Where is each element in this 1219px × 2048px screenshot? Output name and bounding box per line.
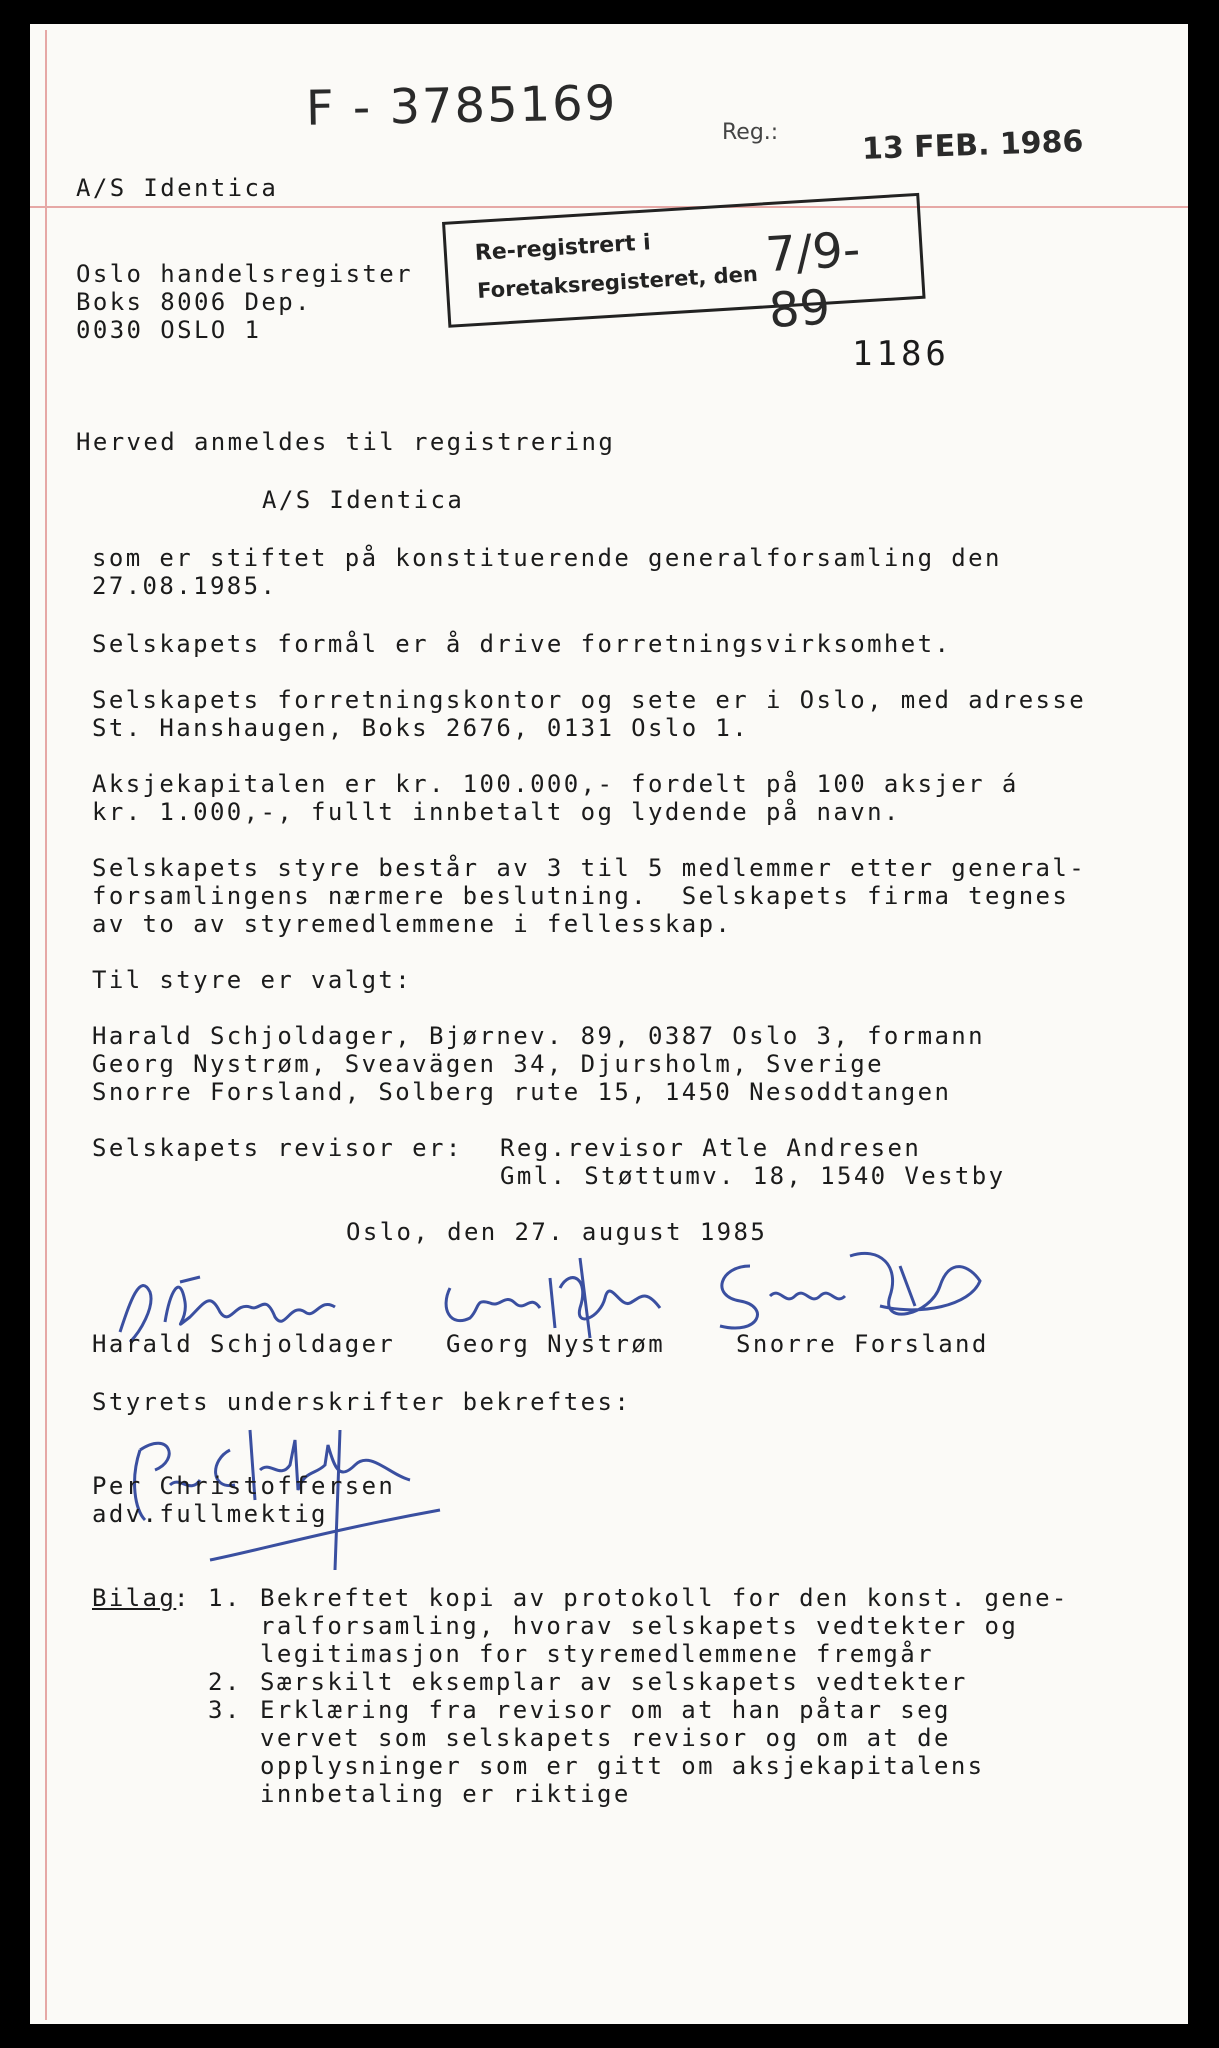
margin-rule-vertical (45, 30, 47, 2020)
signatory-name: Snorre Forsland (736, 1330, 989, 1358)
auditor-info (500, 1134, 1005, 1190)
stamp-date: 7/9-89 (763, 221, 862, 340)
attachment-number: 1. (208, 1584, 242, 1612)
recipient-line: 0030 OSLO 1 (76, 316, 262, 344)
recipient-address (76, 260, 413, 344)
auditor-line: Gml. Støttumv. 18, 1540 Vestby (500, 1162, 1006, 1190)
stamp-line-1: Re-registrert i (474, 230, 652, 267)
signatory-name: Harald Schjoldager (92, 1330, 396, 1358)
board-member: Snorre Forsland, Solberg rute 15, 1450 Nesoddtangen (92, 1078, 952, 1106)
auditor-label: Selskapets revisor er: (92, 1134, 463, 1162)
attachment-line: legitimasjon for styremedlemmene fremgår (260, 1640, 934, 1668)
paragraph-office (92, 686, 1086, 742)
intro-line: Herved anmeldes til registrering (76, 428, 616, 456)
board-members (92, 1022, 985, 1106)
attachment-line: Bekreftet kopi av protokoll for den konst. gene- (260, 1584, 1069, 1612)
paragraph-line: av to av styremedlemmene i fellesskap. (92, 910, 733, 938)
recipient-line: Oslo handelsregister (76, 260, 413, 288)
confirmer-title: adv.fullmektig (92, 1500, 328, 1528)
board-member: Georg Nystrøm, Sveavägen 34, Djursholm, Sverige (92, 1050, 884, 1078)
paragraph-board-rules (92, 854, 1086, 938)
reg-label: Reg.: (722, 120, 779, 145)
paragraph-capital (92, 770, 1019, 826)
handwritten-reference: F - 3785169 (305, 75, 618, 137)
attachments-label: Bilag (92, 1584, 177, 1612)
attachment-line: ralforsamling, hvorav selskapets vedtekter og (260, 1612, 1019, 1640)
attachment-line: innbetaling er riktige (260, 1780, 631, 1808)
confirmer-name: Per Christoffersen (92, 1472, 396, 1500)
paragraph-line: Aksjekapitalen er kr. 100.000,- fordelt på 100 aksjer á (92, 770, 1019, 798)
stamp-line-2: Foretaksregisteret, den (476, 261, 759, 303)
paragraph-line: kr. 1.000,-, fullt innbetalt og lydende på navn. (92, 798, 901, 826)
sender-name: A/S Identica (76, 174, 279, 202)
confirmer-block (92, 1472, 395, 1528)
paragraph-purpose (92, 630, 951, 658)
paragraph-founding (92, 544, 1002, 600)
board-member: Harald Schjoldager, Bjørnev. 89, 0387 Oslo 3, formann (92, 1022, 986, 1050)
attachments-colon: : (174, 1584, 191, 1612)
board-intro: Til styre er valgt: (92, 966, 413, 994)
signatory-name: Georg Nystrøm (446, 1330, 666, 1358)
paragraph-line: Selskapets formål er å drive forretningsvirksomhet. (92, 630, 952, 658)
paragraph-line: Selskapets styre består av 3 til 5 medlemmer etter general- (92, 854, 1087, 882)
document-number: 1186 (852, 334, 950, 374)
attachment-number: 3. (208, 1696, 242, 1724)
attachment-line: opplysninger som er gitt om aksjekapitalens (260, 1752, 985, 1780)
place-and-date: Oslo, den 27. august 1985 (346, 1218, 768, 1246)
attachment-line: vervet som selskapets revisor og om at de (260, 1724, 951, 1752)
paragraph-line: forsamlingens nærmere beslutning. Selskapets firma tegnes (92, 882, 1070, 910)
auditor-line: Reg.revisor Atle Andresen (500, 1134, 922, 1162)
attachment-line: Erklæring fra revisor om at han påtar seg (260, 1696, 951, 1724)
company-name: A/S Identica (262, 486, 465, 514)
recipient-line: Boks 8006 Dep. (76, 288, 312, 316)
paragraph-line: som er stiftet på konstituerende generalforsamling den (92, 544, 1002, 572)
confirmation-label: Styrets underskrifter bekreftes: (92, 1388, 632, 1416)
margin-rule-horizontal (30, 206, 1188, 208)
paragraph-line: 27.08.1985. (92, 572, 278, 600)
paragraph-line: St. Hanshaugen, Boks 2676, 0131 Oslo 1. (92, 714, 750, 742)
paragraph-line: Selskapets forretningskontor og sete er i Oslo, med adresse (92, 686, 1087, 714)
reg-date-stamp: 13 FEB. 1986 (861, 124, 1084, 167)
attachment-number: 2. (208, 1668, 242, 1696)
attachment-line: Særskilt eksemplar av selskapets vedtekter (260, 1668, 968, 1696)
